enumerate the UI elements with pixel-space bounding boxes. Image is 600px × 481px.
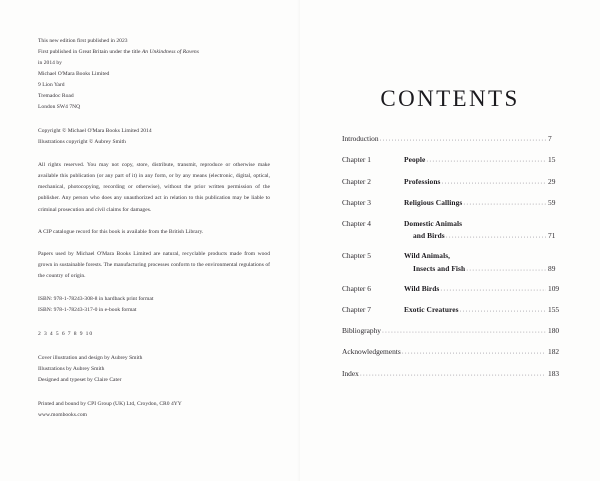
toc-entry-line-1 xyxy=(342,251,562,260)
copyright-notice xyxy=(38,126,278,148)
dot-leader xyxy=(426,155,546,164)
toc-label: Chapter 4 xyxy=(342,219,371,229)
toc-label: Chapter 7 xyxy=(342,304,371,314)
dot-leader xyxy=(466,263,546,272)
toc-entry-line-1 xyxy=(342,219,562,228)
toc-entry-chapter-6[interactable] xyxy=(342,284,562,294)
dot-leader xyxy=(380,133,546,142)
publisher-website: www.mombooks.com xyxy=(38,411,87,418)
toc-page-number: 59 xyxy=(548,197,556,207)
toc-label: Chapter 2 xyxy=(342,176,371,186)
toc-entry-line-2 xyxy=(342,231,562,240)
toc-page-number: 7 xyxy=(548,134,552,143)
toc-entry-introduction[interactable] xyxy=(342,134,562,144)
dot-leader xyxy=(441,176,546,185)
cip-statement: A CIP catalogue record for this book is available from the British Library. xyxy=(38,228,204,235)
toc-label: Chapter 1 xyxy=(342,155,371,165)
toc-page-number: 182 xyxy=(548,347,560,357)
first-published-prefix: First published in Great Britain under the title xyxy=(38,48,142,55)
toc-entry-chapter-2[interactable] xyxy=(342,177,562,187)
toc-page-number: 109 xyxy=(548,283,560,293)
toc-page-number: 15 xyxy=(548,155,556,165)
toc-entry-chapter-7[interactable] xyxy=(342,305,562,315)
isbn-hardback: ISBN: 978-1-78243-308-8 in hardback print format xyxy=(38,295,154,302)
toc-label: Introduction xyxy=(342,134,379,143)
dot-leader xyxy=(460,304,546,313)
imprint-line-road: Tremadoc Road xyxy=(38,92,74,99)
imprint-line-year: in 2014 by xyxy=(38,59,62,66)
toc-title-continued: and Birds xyxy=(413,231,445,241)
dot-leader xyxy=(446,231,546,240)
toc-entry-chapter-4[interactable] xyxy=(342,219,562,240)
copyright-line-publisher: Copyright © Michael O'Mara Books Limited 2014 xyxy=(38,127,152,134)
dot-leader xyxy=(440,283,546,292)
copyright-line-illustrations: Illustrations copyright © Aubrey Smith xyxy=(38,138,126,145)
isbn-ebook: ISBN: 978-1-78243-317-0 in e-book format xyxy=(38,306,137,313)
toc-entry-bibliography[interactable] xyxy=(342,326,562,336)
dot-leader xyxy=(360,368,546,377)
toc-entry-chapter-3[interactable] xyxy=(342,198,562,208)
credits-block xyxy=(38,353,278,386)
toc-title-continued: Insects and Fish xyxy=(413,263,466,273)
toc-page-number: 71 xyxy=(548,231,556,241)
printer-line: Printed and bound by CPI Group (UK) Ltd, Croydon, CR0 4YY xyxy=(38,400,182,407)
toc-title: People xyxy=(404,155,426,165)
toc-title: Wild Animals, xyxy=(404,251,451,261)
imprint-line-city: London SW4 7NQ xyxy=(38,103,81,110)
imprint-address xyxy=(38,36,278,113)
toc-label: Chapter 3 xyxy=(342,197,371,207)
toc-label: Chapter 6 xyxy=(342,283,371,293)
toc-title: Wild Birds xyxy=(404,283,440,293)
toc-title: Professions xyxy=(404,176,441,186)
toc-title: Religious Callings xyxy=(404,197,463,207)
rights-reserved-paragraph: All rights reserved. You may not copy, store, distribute, transmit, reproduce or otherwise make available this publication (or any part of it) in any form, or by any means (electronic, digital, optical, mechanical, photocopying, recording or otherwise), without the prior written permission of the publisher. Any person who does any unauthorized act in relation to this publication may be liable to criminal prosecution and civil claims for damages. xyxy=(38,161,270,213)
dot-leader xyxy=(402,347,546,356)
toc-label: Index xyxy=(342,368,359,378)
original-title: An Unkindness of Ravens xyxy=(141,48,199,55)
credit-illustrations: Illustrations by Aubrey Smith xyxy=(38,365,105,372)
page-title: CONTENTS xyxy=(380,86,520,111)
toc-page-number: 183 xyxy=(548,368,560,378)
printer-block xyxy=(38,399,278,421)
toc-entry-chapter-5[interactable] xyxy=(342,251,562,272)
isbn-block xyxy=(38,294,278,316)
toc-entry-chapter-1[interactable] xyxy=(342,155,562,165)
imprint-block xyxy=(38,36,278,421)
toc-entry-line-2 xyxy=(342,264,562,273)
toc-label: Acknowledgements xyxy=(342,347,401,357)
toc-entry-acknowledgements[interactable] xyxy=(342,347,562,357)
toc-label: Bibliography xyxy=(342,326,382,336)
imprint-line-publisher: Michael O'Mara Books Limited xyxy=(38,70,110,77)
imprint-line-new-edition: This new edition first published in 2023 xyxy=(38,38,128,44)
toc-entry-index[interactable] xyxy=(342,369,562,379)
imprint-line-street: 9 Lion Yard xyxy=(38,81,65,88)
dot-leader xyxy=(463,197,546,206)
toc-page-number: 29 xyxy=(548,176,556,186)
print-run-number-line: 2 3 4 5 6 7 8 9 10 xyxy=(38,330,94,337)
table-of-contents xyxy=(342,134,562,390)
credit-typeset: Designed and typeset by Claire Cater xyxy=(38,376,122,383)
contents-page xyxy=(300,0,600,481)
toc-page-number: 155 xyxy=(548,304,560,314)
imprint-line-first-published xyxy=(38,47,278,58)
credit-cover: Cover illustration and design by Aubrey Smith xyxy=(38,354,143,361)
toc-label: Chapter 5 xyxy=(342,251,371,261)
toc-page-number: 89 xyxy=(548,263,556,273)
dot-leader xyxy=(382,326,546,335)
toc-title: Exotic Creatures xyxy=(404,304,459,314)
paper-sourcing-statement: Papers used by Michael O'Mara Books Limited are natural, recyclable products made from wood grown in sustainable forests. The manufacturing processes conform to the environmental regulations of the country of origin. xyxy=(38,250,270,279)
toc-title: Domestic Animals xyxy=(404,219,463,229)
toc-page-number: 180 xyxy=(548,326,560,336)
